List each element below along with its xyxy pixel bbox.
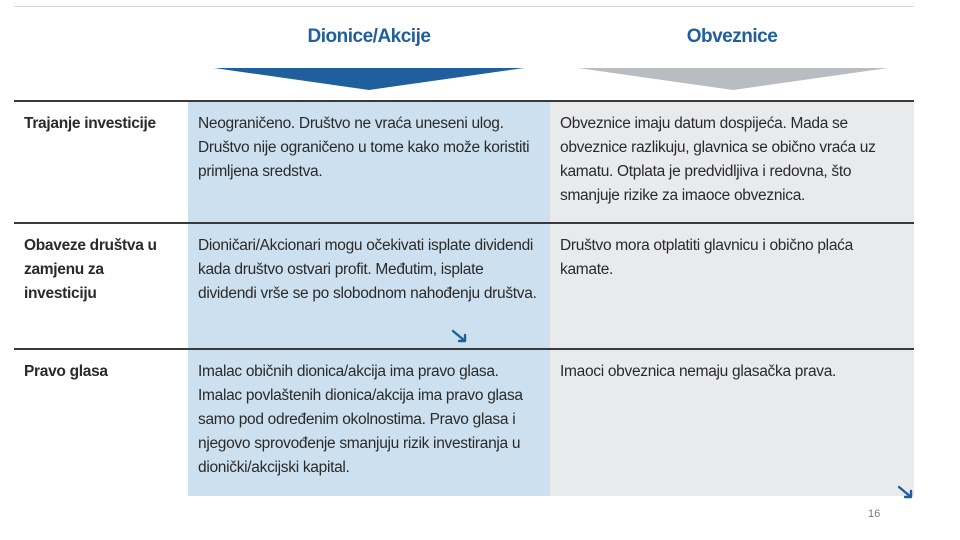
corner-arrow-icon bbox=[896, 484, 916, 500]
stocks-cell: Neograničeno. Društvo ne vraća uneseni ulog. Društvo nije ograničeno u tome kako može koristiti primljena sredstva. bbox=[188, 102, 550, 222]
row-label: Trajanje investicije bbox=[24, 115, 156, 132]
bonds-header-arrow-icon bbox=[578, 68, 888, 90]
page-number: 16 bbox=[868, 508, 881, 520]
column-header-stocks: Dionice/Akcije bbox=[307, 26, 431, 47]
table-row bbox=[14, 100, 914, 222]
stocks-cell: Imalac običnih dionica/akcija ima pravo glasa. Imalac povlaštenih dionica/akcija ima pravo glasa samo pod određenim okolnostima. Pravo glasa i njegovo sprovođenje smanjuju rizik investiranja u dionički/akcijski kapital. bbox=[188, 350, 550, 496]
row-label: Pravo glasa bbox=[24, 363, 108, 380]
stocks-cell: Dioničari/Akcionari mogu očekivati isplate dividendi kada društvo ostvari profit. Međutim, isplate dividendi vrše se po slobodnom nahođenju društva. bbox=[188, 224, 550, 348]
stocks-header-arrow-icon bbox=[214, 68, 524, 90]
corner-arrow-icon bbox=[450, 328, 470, 344]
column-header-bonds: Obveznice bbox=[686, 26, 778, 47]
bonds-cell: Društvo mora otplatiti glavnicu i obično plaća kamate. bbox=[550, 224, 914, 348]
top-rule bbox=[14, 6, 914, 7]
table-row bbox=[14, 348, 914, 496]
comparison-table bbox=[14, 100, 914, 496]
bonds-cell: Imaoci obveznica nemaju glasačka prava. bbox=[550, 350, 914, 496]
table-row bbox=[14, 222, 914, 348]
bonds-cell: Obveznice imaju datum dospijeća. Mada se obveznice razlikuju, glavnica se obično vraća uz kamatu. Otplata je predvidljiva i redovna, što smanjuje rizike za imaoce obveznica. bbox=[550, 102, 914, 222]
row-label: Obaveze društva u zamjenu za investiciju bbox=[24, 237, 157, 302]
